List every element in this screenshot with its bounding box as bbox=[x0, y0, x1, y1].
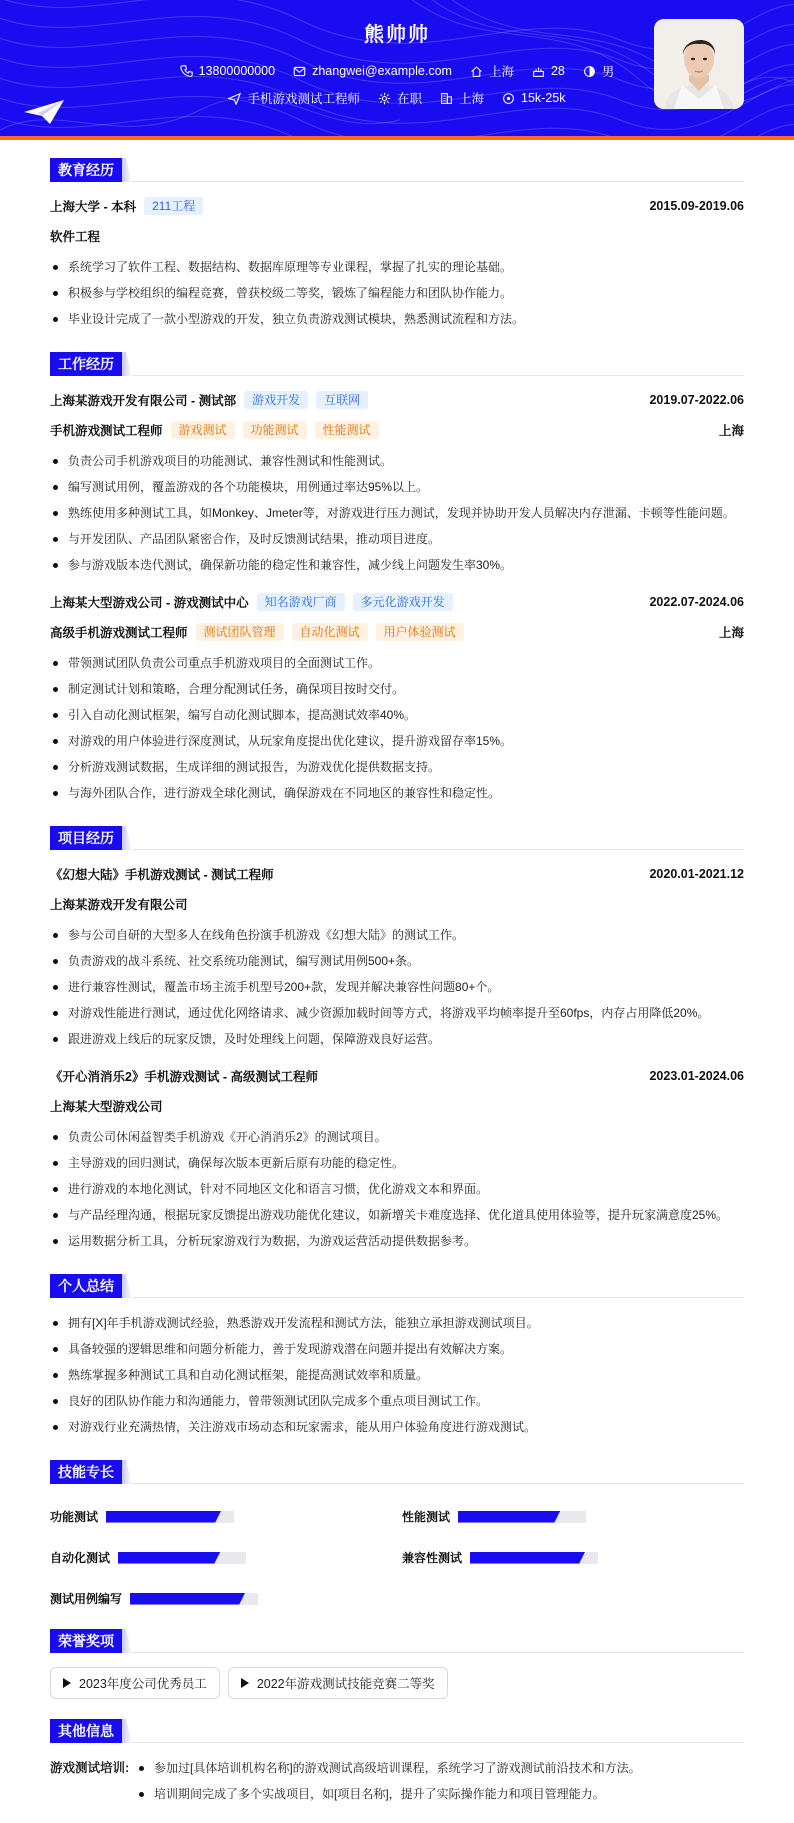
school-name: 上海大学 - 本科 bbox=[50, 200, 137, 214]
salary-text: 15k-25k bbox=[521, 91, 566, 105]
education-date: 2015.09-2019.06 bbox=[649, 199, 744, 213]
list-item: 具备较强的逻辑思维和问题分析能力，善于发现游戏潜在问题并提出有效解决方案。 bbox=[50, 1336, 744, 1362]
candidate-name: 熊帅帅 bbox=[364, 24, 430, 46]
section-summary bbox=[50, 1274, 744, 1298]
education-bullets bbox=[50, 254, 744, 332]
job-title-text: 手机游戏测试工程师 bbox=[247, 92, 360, 106]
project-entry bbox=[50, 864, 744, 1052]
play-icon bbox=[241, 1678, 249, 1688]
award-item[interactable] bbox=[228, 1667, 448, 1699]
list-item: 制定测试计划和策略，合理分配测试任务，确保项目按时交付。 bbox=[50, 676, 744, 702]
list-item: 对游戏的用户体验进行深度测试，从玩家角度提出优化建议，提升游戏留存率15%。 bbox=[50, 728, 744, 754]
skill-fill bbox=[130, 1593, 245, 1605]
list-item: 熟练掌握多种测试工具和自动化测试框架，能提高测试效率和质量。 bbox=[50, 1362, 744, 1388]
skill-bar bbox=[106, 1511, 234, 1523]
phone-text: 13800000000 bbox=[198, 64, 276, 78]
role-title: 高级手机游戏测试工程师 bbox=[50, 626, 188, 640]
section-title-awards: 荣誉奖项 bbox=[50, 1629, 122, 1653]
skill-item bbox=[402, 1537, 744, 1578]
project-entry bbox=[50, 1066, 744, 1254]
company-tag: 游戏开发 bbox=[244, 391, 308, 409]
role-title: 手机游戏测试工程师 bbox=[50, 424, 163, 438]
section-awards bbox=[50, 1629, 744, 1653]
skill-label: 功能测试 bbox=[50, 1510, 99, 1524]
role-tag: 功能测试 bbox=[243, 421, 307, 439]
project-bullets bbox=[50, 922, 744, 1052]
work-bullets bbox=[50, 650, 744, 806]
project-title: 《幻想大陆》手机游戏测试 - 测试工程师 bbox=[50, 868, 274, 882]
list-item: 拥有[X]年手机游戏测试经验，熟悉游戏开发流程和测试方法，能独立承担游戏测试项目。 bbox=[50, 1310, 744, 1336]
list-item: 跟进游戏上线后的玩家反馈，及时处理线上问题，保障游戏良好运营。 bbox=[50, 1026, 744, 1052]
skill-bar bbox=[470, 1552, 598, 1564]
role-tag: 自动化测试 bbox=[292, 623, 368, 641]
skill-fill bbox=[106, 1511, 221, 1523]
email-item bbox=[293, 62, 452, 80]
company-tag: 互联网 bbox=[316, 391, 368, 409]
work-date: 2022.07-2024.06 bbox=[649, 595, 744, 609]
education-entry bbox=[50, 196, 744, 332]
role-tag: 测试团队管理 bbox=[196, 623, 284, 641]
company-tag: 知名游戏厂商 bbox=[257, 593, 345, 611]
building-icon bbox=[440, 92, 453, 105]
send-icon bbox=[228, 92, 241, 105]
list-item: 熟练使用多种测试工具，如Monkey、Jmeter等，对游戏进行压力测试，发现并协助开发人员解决内存泄漏、卡顿等性能问题。 bbox=[50, 500, 744, 526]
company-name: 上海某游戏开发有限公司 - 测试部 bbox=[50, 394, 237, 408]
skill-bar bbox=[130, 1593, 258, 1605]
resume-header bbox=[0, 0, 794, 140]
salary-item bbox=[502, 89, 565, 107]
work-bullets bbox=[50, 448, 744, 578]
city-item bbox=[440, 89, 484, 107]
skill-label: 自动化测试 bbox=[50, 1551, 111, 1565]
section-skills bbox=[50, 1460, 744, 1484]
gender-item bbox=[583, 62, 615, 80]
project-title: 《开心消消乐2》手机游戏测试 - 高级测试工程师 bbox=[50, 1070, 319, 1084]
skills-grid bbox=[50, 1496, 744, 1619]
list-item: 良好的团队协作能力和沟通能力，曾带领测试团队完成多个重点项目测试工作。 bbox=[50, 1388, 744, 1414]
role-tag: 性能测试 bbox=[315, 421, 379, 439]
gear-icon bbox=[378, 92, 391, 105]
role-tag: 游戏测试 bbox=[171, 421, 235, 439]
list-item: 对游戏性能进行测试，通过优化网络请求、减少资源加载时间等方式，将游戏平均帧率提升至60fps，内存占用降低20%。 bbox=[50, 1000, 744, 1026]
company-tag: 多元化游戏开发 bbox=[353, 593, 453, 611]
skill-bar bbox=[118, 1552, 246, 1564]
phone-item bbox=[180, 62, 275, 80]
section-title-other: 其他信息 bbox=[50, 1719, 122, 1743]
section-work bbox=[50, 352, 744, 376]
list-item: 编写测试用例，覆盖游戏的各个功能模块，用例通过率达95%以上。 bbox=[50, 474, 744, 500]
section-title-projects: 项目经历 bbox=[50, 826, 122, 850]
company-name: 上海某大型游戏公司 - 游戏测试中心 bbox=[50, 596, 249, 610]
list-item: 主导游戏的回归测试，确保每次版本更新后原有功能的稳定性。 bbox=[50, 1150, 744, 1176]
list-item: 负责游戏的战斗系统、社交系统功能测试，编写测试用例500+条。 bbox=[50, 948, 744, 974]
project-company: 上海某大型游戏公司 bbox=[50, 1100, 163, 1114]
gender-icon bbox=[583, 65, 596, 78]
major: 软件工程 bbox=[50, 230, 101, 244]
list-item: 参与公司自研的大型多人在线角色扮演手机游戏《幻想大陆》的测试工作。 bbox=[50, 922, 744, 948]
list-item: 与产品经理沟通，根据玩家反馈提出游戏功能优化建议，如新增关卡难度选择、优化道具使用体验等，提升玩家满意度25%。 bbox=[50, 1202, 744, 1228]
list-item: 与开发团队、产品团队紧密合作，及时反馈测试结果，推动项目进度。 bbox=[50, 526, 744, 552]
skill-bar bbox=[458, 1511, 586, 1523]
work-city: 上海 bbox=[718, 626, 744, 640]
work-entry bbox=[50, 592, 744, 806]
list-item: 参与游戏版本迭代测试，确保新功能的稳定性和兼容性，减少线上问题发生率30%。 bbox=[50, 552, 744, 578]
status-item bbox=[378, 89, 422, 107]
work-date: 2019.07-2022.06 bbox=[649, 393, 744, 407]
skill-fill bbox=[470, 1552, 585, 1564]
list-item: 负责公司手机游戏项目的功能测试、兼容性测试和性能测试。 bbox=[50, 448, 744, 474]
list-item: 培训期间完成了多个实战项目，如[项目名称]，提升了实际操作能力和项目管理能力。 bbox=[136, 1781, 641, 1807]
award-label: 2023年度公司优秀员工 bbox=[79, 1677, 207, 1691]
age-item bbox=[532, 62, 565, 80]
age-text: 28 bbox=[550, 64, 565, 78]
list-item: 积极参与学校组织的编程竞赛，曾获校级二等奖，锻炼了编程能力和团队协作能力。 bbox=[50, 280, 744, 306]
section-title-work: 工作经历 bbox=[50, 352, 122, 376]
project-date: 2023.01-2024.06 bbox=[649, 1069, 744, 1083]
list-item: 进行游戏的本地化测试，针对不同地区文化和语言习惯，优化游戏文本和界面。 bbox=[50, 1176, 744, 1202]
list-item: 运用数据分析工具，分析玩家游戏行为数据，为游戏运营活动提供数据参考。 bbox=[50, 1228, 744, 1254]
skill-item bbox=[402, 1496, 744, 1537]
awards-list bbox=[50, 1667, 744, 1699]
list-item: 带领测试团队负责公司重点手机游戏项目的全面测试工作。 bbox=[50, 650, 744, 676]
home-icon bbox=[470, 65, 483, 78]
school-tag: 211工程 bbox=[144, 197, 203, 215]
skill-item bbox=[50, 1496, 392, 1537]
work-entry bbox=[50, 390, 744, 578]
skill-label: 性能测试 bbox=[402, 1510, 451, 1524]
other-info bbox=[50, 1755, 744, 1807]
play-icon bbox=[63, 1678, 71, 1688]
list-item: 进行兼容性测试，覆盖市场主流手机型号200+款，发现并解决兼容性问题80+个。 bbox=[50, 974, 744, 1000]
list-item: 引入自动化测试框架，编写自动化测试脚本，提高测试效率40%。 bbox=[50, 702, 744, 728]
summary-bullets bbox=[50, 1310, 744, 1440]
section-title-education: 教育经历 bbox=[50, 158, 122, 182]
other-label: 游戏测试培训: bbox=[50, 1761, 130, 1775]
list-item: 系统学习了软件工程、数据结构、数据库原理等专业课程，掌握了扎实的理论基础。 bbox=[50, 254, 744, 280]
job-title-item bbox=[228, 89, 360, 107]
list-item: 分析游戏测试数据，生成详细的测试报告，为游戏优化提供数据支持。 bbox=[50, 754, 744, 780]
list-item: 毕业设计完成了一款小型游戏的开发，独立负责游戏测试模块，熟悉测试流程和方法。 bbox=[50, 306, 744, 332]
cake-icon bbox=[532, 65, 545, 78]
project-company: 上海某游戏开发有限公司 bbox=[50, 898, 188, 912]
profile-photo bbox=[654, 19, 744, 109]
list-item: 负责公司休闲益智类手机游戏《开心消消乐2》的测试项目。 bbox=[50, 1124, 744, 1150]
section-other bbox=[50, 1719, 744, 1743]
project-date: 2020.01-2021.12 bbox=[649, 867, 744, 881]
list-item: 与海外团队合作，进行游戏全球化测试，确保游戏在不同地区的兼容性和稳定性。 bbox=[50, 780, 744, 806]
award-item[interactable] bbox=[50, 1667, 220, 1699]
mail-icon bbox=[293, 65, 306, 78]
status-text: 在职 bbox=[397, 92, 423, 106]
award-label: 2022年游戏测试技能竞赛二等奖 bbox=[256, 1677, 435, 1691]
skill-label: 测试用例编写 bbox=[50, 1592, 123, 1606]
phone-icon bbox=[180, 65, 193, 78]
location-text: 上海 bbox=[488, 65, 514, 79]
section-projects bbox=[50, 826, 744, 850]
avatar bbox=[654, 19, 744, 109]
email-text: zhangwei@example.com bbox=[312, 64, 452, 78]
work-city: 上海 bbox=[718, 424, 744, 438]
skill-item bbox=[50, 1578, 392, 1619]
section-title-summary: 个人总结 bbox=[50, 1274, 122, 1298]
skill-label: 兼容性测试 bbox=[402, 1551, 463, 1565]
role-tag: 用户体验测试 bbox=[376, 623, 464, 641]
location-item bbox=[470, 62, 514, 80]
list-item: 参加过[具体培训机构名称]的游戏测试高级培训课程，系统学习了游戏测试前沿技术和方法。 bbox=[136, 1755, 641, 1781]
section-title-skills: 技能专长 bbox=[50, 1460, 122, 1484]
section-education bbox=[50, 158, 744, 182]
city-text: 上海 bbox=[459, 92, 485, 106]
list-item: 对游戏行业充满热情，关注游戏市场动态和玩家需求，能从用户体验角度进行游戏测试。 bbox=[50, 1414, 744, 1440]
project-bullets bbox=[50, 1124, 744, 1254]
skill-fill bbox=[118, 1552, 220, 1564]
gender-text: 男 bbox=[601, 65, 615, 79]
skill-item bbox=[50, 1537, 392, 1578]
salary-icon bbox=[502, 92, 515, 105]
other-bullets bbox=[136, 1755, 641, 1807]
skill-fill bbox=[458, 1511, 560, 1523]
